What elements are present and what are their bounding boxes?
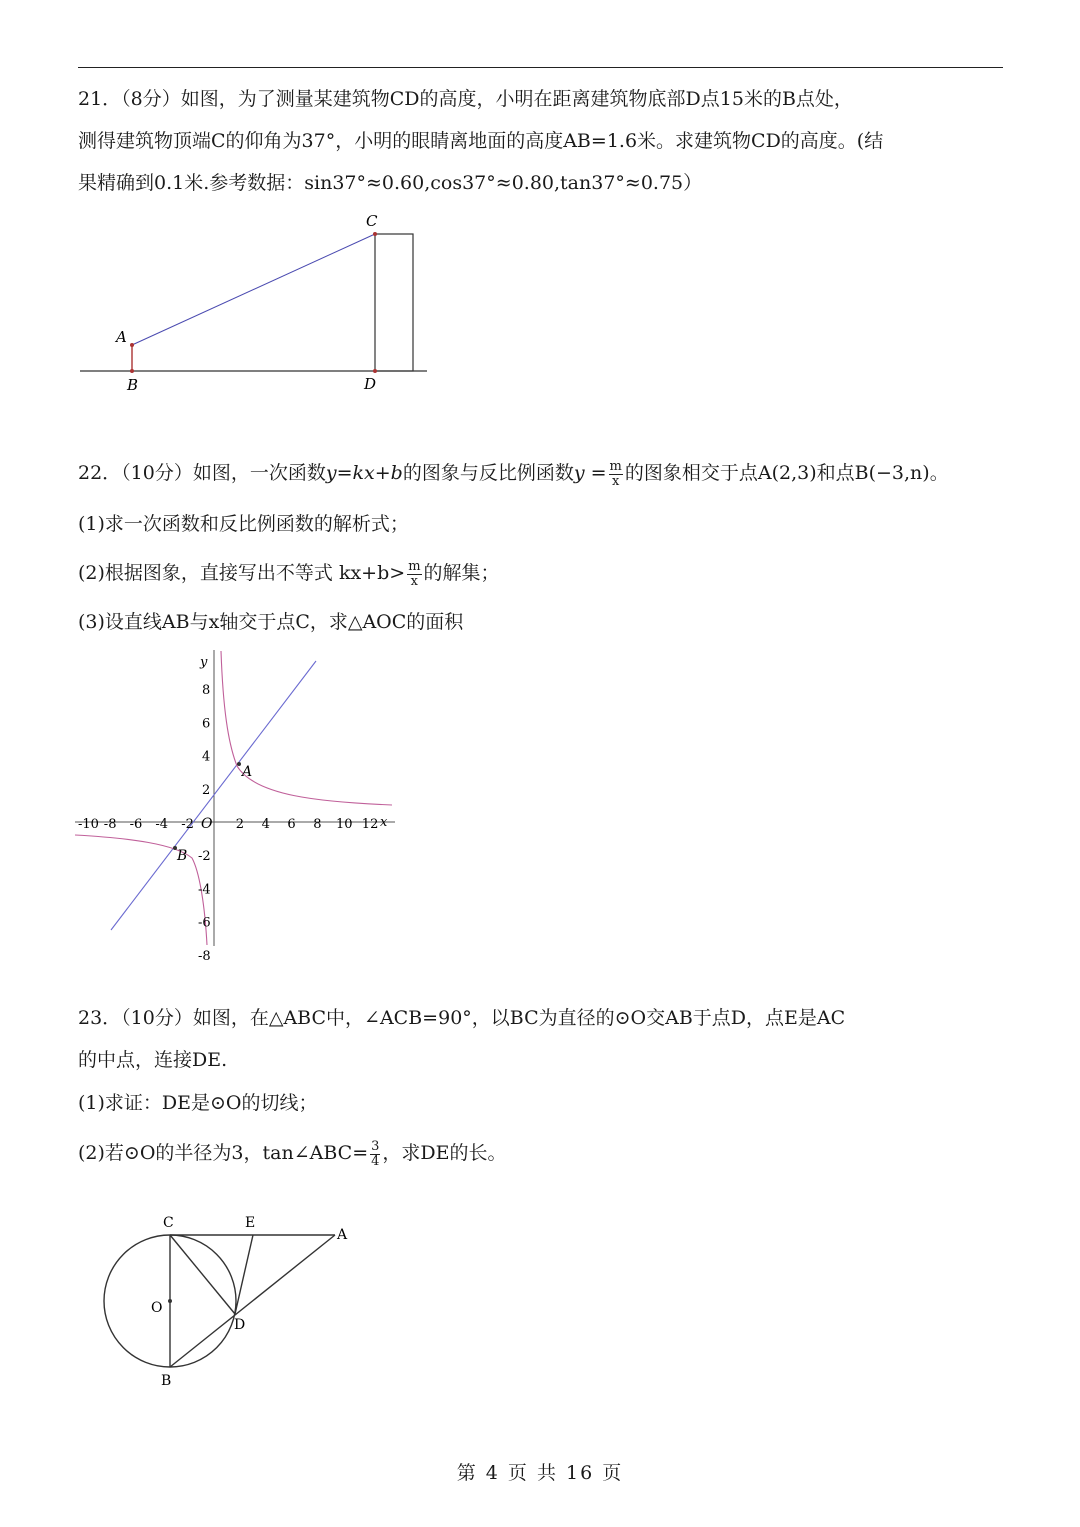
q22-x-tick-7: 6 (287, 817, 296, 832)
q22-fraction (609, 460, 623, 489)
q23-line-2: 的中点，连接DE. (78, 1049, 228, 1071)
q22-y-tick-1: 6 (202, 716, 211, 732)
page-footer: 第 4 页 共 16 页 (456, 1462, 624, 1484)
q23-part2-post: ，求DE的长。 (382, 1142, 507, 1164)
q22-graph (70, 648, 405, 964)
q23-fraction (370, 1140, 380, 1169)
q22-x-tick-8: 8 (313, 817, 322, 832)
q23-label-a: A (337, 1227, 348, 1243)
q22-x-tick-2: -6 (129, 817, 143, 832)
q22-stem (78, 452, 949, 494)
q23-line-1: 23．（10分）如图，在△ABC中，∠ACB=90°，以BC为直径的⊙O交AB于点D，点E是AC (78, 1007, 846, 1029)
q22-x-tick-9: 10 (336, 817, 353, 832)
q23-label-e: E (245, 1215, 256, 1231)
q22-tick-labels (78, 683, 378, 964)
q23-center-o (168, 1299, 172, 1303)
q22-linear-fn: y=kx+b (325, 462, 403, 484)
q22-y-tick-3: 2 (202, 782, 211, 798)
q21-point-d (373, 369, 377, 373)
q21-point-c (373, 232, 377, 236)
q22-frac-den: x (612, 473, 620, 489)
q22-part2-pre: (2)根据图象，直接写出不等式 kx+b> (78, 562, 406, 584)
q22-frac-num: m (609, 458, 622, 474)
q22-part2-frac-den: x (410, 573, 419, 589)
q23-segment-ab (170, 1235, 335, 1367)
q23-label-b: B (161, 1373, 172, 1389)
q21-label-c: C (366, 212, 378, 230)
q21-line-1: 21．（8分）如图，为了测量某建筑物CD的高度，小明在距离建筑物底部D点15米的B点处， (78, 88, 853, 110)
q22-x-axis-label: x (380, 815, 388, 830)
q22-y-eq: y = (573, 462, 607, 484)
q23-part-2 (78, 1132, 507, 1174)
q21-building (375, 234, 413, 371)
q22-x-tick-1: -8 (103, 817, 117, 832)
q21-sight-line (132, 234, 375, 345)
q22-part2-post: 的解集； (423, 562, 500, 584)
q21-point-a (130, 343, 134, 347)
q22-x-tick-3: -4 (155, 817, 169, 832)
q22-part2-frac-num: m (408, 558, 421, 574)
q22-origin-label: O (201, 816, 213, 832)
q22-stem-pre: 22．（10分）如图，一次函数 (78, 462, 326, 484)
q21-line-2: 测得建筑物顶端C的仰角为37°，小明的眼睛离地面的高度AB=1.6米。求建筑物CD的高度。(结 (78, 130, 884, 152)
q23-label-d: D (234, 1317, 246, 1333)
q22-stem-mid: 的图象与反比例函数 (402, 462, 574, 484)
q21-point-b (130, 369, 134, 373)
q22-y-tick-6: -6 (198, 915, 211, 931)
q23-part-1: (1)求证：DE是⊙O的切线； (78, 1092, 318, 1114)
q22-part2-fraction (407, 560, 421, 589)
q22-x-tick-0: -10 (78, 817, 99, 832)
q22-part-1: (1)求一次函数和反比例函数的解析式； (78, 513, 409, 535)
q23-segment-cd (170, 1235, 235, 1314)
q22-y-tick-0: 8 (202, 683, 211, 699)
q21-label-d: D (364, 375, 377, 393)
q22-x-tick-6: 4 (261, 817, 270, 832)
q22-x-tick-4: -2 (181, 817, 194, 832)
q22-part-3: (3)设直线AB与x轴交于点C，求△AOC的面积 (78, 611, 464, 633)
q21-label-a: A (116, 328, 127, 346)
q22-y-axis-label: y (200, 655, 208, 670)
q21-figure (75, 208, 435, 398)
q22-label-b: B (177, 848, 188, 864)
q21-line-3: 果精确到0.1米.参考数据：sin37°≈0.60,cos37°≈0.80,tan37°≈0.75） (78, 172, 703, 194)
q22-x-tick-5: 2 (235, 817, 245, 832)
q22-y-tick-4: -2 (198, 849, 211, 865)
q22-y-tick-2: 4 (202, 749, 211, 765)
q21-label-b: B (127, 376, 139, 394)
q23-frac-den: 4 (371, 1153, 380, 1169)
q22-label-a: A (242, 764, 253, 780)
q23-figure (95, 1205, 360, 1390)
q23-label-o: O (151, 1300, 163, 1316)
q23-frac-num: 3 (371, 1138, 380, 1154)
q23-part2-pre: (2)若⊙O的半径为3，tan∠ABC= (78, 1142, 369, 1164)
q22-part-2 (78, 552, 500, 594)
header-rule (78, 67, 1003, 68)
q22-y-tick-5: -4 (198, 882, 211, 898)
q22-point-a (237, 762, 241, 766)
q22-stem-post: 的图象相交于点A(2,3)和点B(−3,n)。 (624, 462, 949, 484)
q23-label-c: C (163, 1215, 174, 1231)
q22-y-tick-7: -8 (198, 948, 211, 964)
q22-x-tick-10: 12 (361, 817, 379, 832)
